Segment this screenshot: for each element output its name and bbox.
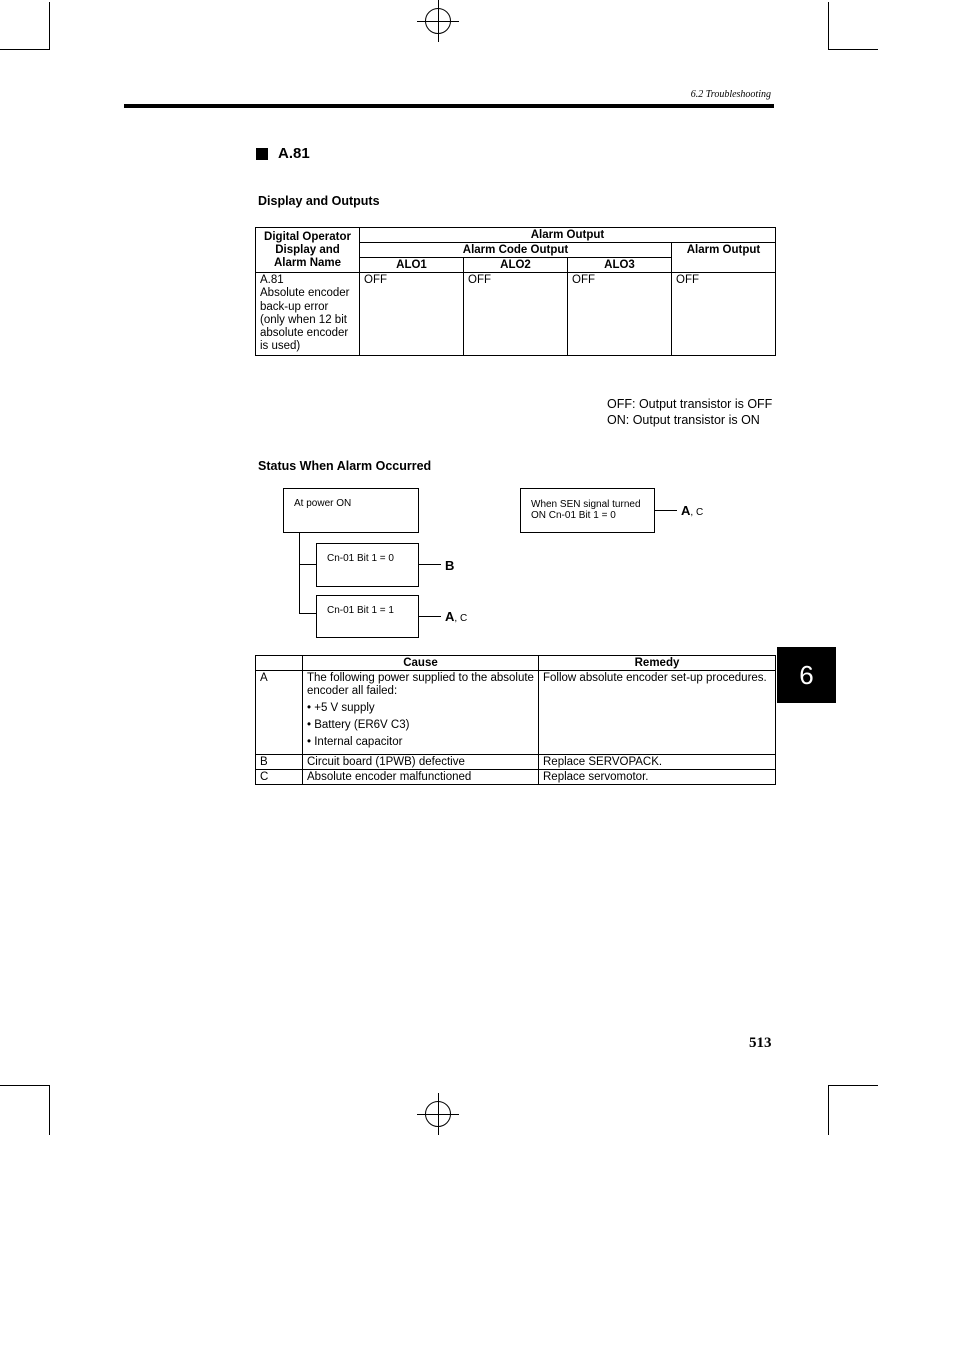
- col-digital-operator: Digital Operator Display and Alarm Name: [256, 228, 360, 273]
- crop-mark: [828, 2, 829, 50]
- section-title: [256, 145, 310, 162]
- remedy-cell: Replace servomotor.: [539, 770, 776, 785]
- registration-mark-icon: [417, 21, 459, 22]
- table-row: [256, 755, 776, 770]
- display-outputs-heading: Display and Outputs: [258, 194, 380, 208]
- col-remedy: Remedy: [539, 656, 776, 671]
- alo3-value: OFF: [568, 273, 672, 356]
- row-key: C: [256, 770, 303, 785]
- bit1-text: Cn-01 Bit 1 = 1: [327, 605, 394, 616]
- connector-line: [299, 533, 300, 613]
- alarm-name-line: (only when 12 bit: [260, 313, 347, 326]
- sen-text-line1: When SEN signal turned: [531, 499, 641, 510]
- output-legend: [607, 396, 772, 428]
- label-a: A: [681, 503, 691, 518]
- label-c: , C: [690, 507, 704, 518]
- crop-mark: [828, 1085, 878, 1086]
- label-a: A: [445, 609, 455, 624]
- legend-on: ON: Output transistor is ON: [607, 413, 760, 427]
- col-cause: Cause: [303, 656, 539, 671]
- cause-text: The following power supplied to the absolute encoder all failed:: [307, 672, 534, 697]
- connector-line: [299, 613, 316, 614]
- alarm-name-line: Absolute encoder: [260, 287, 350, 300]
- bullet-item: • Battery (ER6V C3): [307, 719, 534, 732]
- crop-mark: [49, 1085, 50, 1135]
- connector-line: [419, 564, 441, 565]
- crop-mark: [0, 49, 50, 50]
- alarm-name-line: absolute encoder: [260, 327, 349, 340]
- registration-mark-icon: [417, 1114, 459, 1115]
- crop-mark: [0, 1085, 50, 1086]
- bullet-item: • +5 V supply: [307, 702, 534, 715]
- label-a-c-lower: [445, 609, 467, 624]
- power-on-box: [283, 488, 419, 533]
- alarm-name-line: back-up error: [260, 300, 329, 313]
- col-alo3: ALO3: [568, 258, 672, 273]
- col-alarm-output: Alarm Output: [672, 243, 776, 273]
- legend-off: OFF: Output transistor is OFF: [607, 397, 773, 411]
- col-alarm-output-group: Alarm Output: [360, 228, 776, 243]
- cause-cell: [303, 671, 539, 755]
- running-header: 6.2 Troubleshooting: [690, 89, 771, 100]
- bit1-box: [316, 595, 419, 638]
- alarm-name-line: is used): [260, 340, 301, 353]
- remedy-cell: Replace SERVOPACK.: [539, 755, 776, 770]
- display-outputs-table: [255, 227, 776, 356]
- col-alarm-code-output: Alarm Code Output: [360, 243, 672, 258]
- crop-mark: [49, 2, 50, 50]
- cause-bullets: [307, 702, 534, 749]
- alarm-name-line: A.81: [260, 274, 284, 286]
- crop-mark: [828, 49, 878, 50]
- col-key: [256, 656, 303, 671]
- square-bullet-icon: [256, 148, 268, 160]
- status-heading: Status When Alarm Occurred: [258, 459, 432, 473]
- alo2-value: OFF: [464, 273, 568, 356]
- power-on-text: At power ON: [294, 498, 352, 509]
- row-key: A: [256, 671, 303, 755]
- bullet-item: • Internal capacitor: [307, 736, 534, 749]
- bit0-text: Cn-01 Bit 1 = 0: [327, 553, 394, 564]
- connector-line: [655, 510, 677, 511]
- label-c: , C: [454, 613, 468, 624]
- bit0-box: [316, 543, 419, 587]
- cause-cell: Absolute encoder malfunctioned: [303, 770, 539, 785]
- table-row: [256, 770, 776, 785]
- connector-line: [299, 564, 316, 565]
- row-key: B: [256, 755, 303, 770]
- alarm-output-value: OFF: [672, 273, 776, 356]
- label-a-c-upper: [681, 503, 703, 518]
- crop-mark: [828, 1085, 829, 1135]
- col-alo1: ALO1: [360, 258, 464, 273]
- connector-line: [419, 616, 441, 617]
- header-rule: [124, 104, 774, 108]
- label-b: B: [445, 558, 455, 573]
- chapter-tab: 6: [777, 647, 836, 703]
- cause-remedy-table: [255, 655, 776, 785]
- alarm-name-cell: [256, 273, 360, 356]
- cause-cell: Circuit board (1PWB) defective: [303, 755, 539, 770]
- alarm-code-title: A.81: [278, 145, 310, 162]
- alo1-value: OFF: [360, 273, 464, 356]
- sen-text-line2: ON Cn-01 Bit 1 = 0: [531, 510, 616, 521]
- remedy-cell: Follow absolute encoder set-up procedures.: [539, 671, 776, 755]
- page-number: 513: [749, 1035, 772, 1051]
- sen-signal-box: [520, 488, 655, 533]
- col-alo2: ALO2: [464, 258, 568, 273]
- table-row: [256, 671, 776, 755]
